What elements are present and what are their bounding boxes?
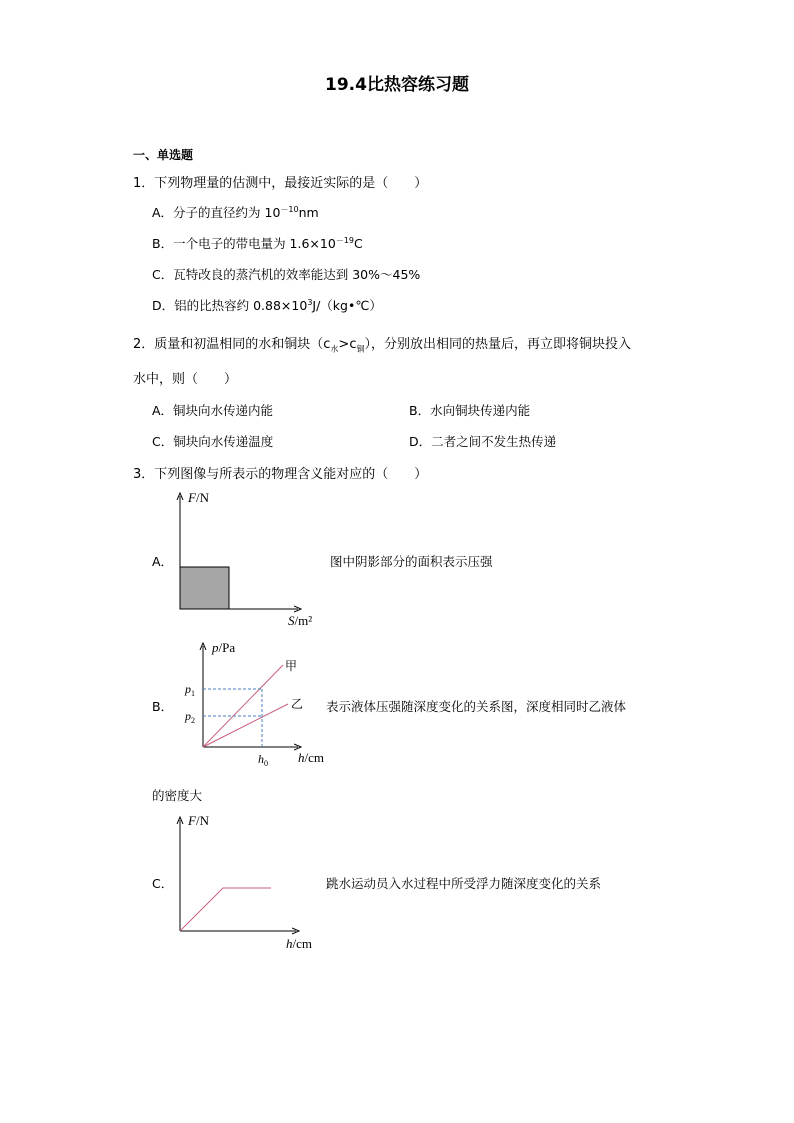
q1-b-exp: －19 (335, 235, 354, 245)
q1-b-unit: C (354, 236, 363, 251)
q2-stem-start: 2．质量和初温相同的水和铜块（c (133, 337, 331, 352)
label-yi: 乙 (291, 697, 304, 711)
q2-sub-water: 水 (330, 344, 339, 354)
shaded-area (180, 567, 229, 609)
q2-sub-copper: 铜 (356, 344, 365, 354)
q1-b-text: B．一个电子的带电量为 1.6×10 (152, 236, 336, 251)
question-2-stem-line2: 水中，则（ ） (133, 372, 238, 387)
x-axis-label: h/cm (286, 936, 312, 951)
q1-d-unit: J/（kg•℃） (312, 298, 382, 313)
q3-option-b-desc-cont: 的密度大 (152, 788, 203, 803)
q2-option-c[interactable]: C．铜块向水传递温度 (152, 434, 274, 449)
q3-option-a-desc: 图中阴影部分的面积表示压强 (330, 554, 493, 569)
q3-graph-b (178, 636, 328, 772)
q3-graph-a (168, 484, 328, 634)
y-axis-label: p/Pa (212, 640, 236, 655)
section-heading: 一、单选题 (133, 148, 194, 162)
x-axis-label: S/m² (288, 613, 313, 628)
q3-option-c-label[interactable]: C． (152, 876, 174, 891)
q2-option-d[interactable]: D．二者之间不发生热传递 (409, 434, 557, 449)
label-jia: 甲 (285, 659, 298, 673)
q1-option-c[interactable]: C．瓦特改良的蒸汽机的效率能达到 30%～45% (152, 267, 421, 282)
question-1-stem: 1．下列物理量的估测中，最接近实际的是（ ） (133, 176, 428, 191)
q1-d-exp: 3 (307, 297, 313, 307)
x-axis-label: h/cm (298, 750, 324, 765)
question-2-stem (133, 333, 631, 355)
label-h0: $h_0$ (258, 752, 268, 768)
q2-option-a[interactable]: A．铜块向水传递内能 (152, 403, 274, 418)
q2-stem-end: ），分别放出相同的热量后，再立即将铜块投入 (364, 337, 631, 352)
q1-a-unit: nm (298, 205, 319, 220)
q1-option-d[interactable] (152, 296, 382, 314)
q1-a-text: A．分子的直径约为 10 (152, 205, 281, 220)
q1-option-b[interactable] (152, 234, 363, 252)
q2-stem-gt: >c (338, 337, 357, 352)
q3-option-a-label[interactable]: A． (152, 554, 174, 569)
y-axis-label: F/N (188, 490, 209, 505)
label-p2: $p_2$ (185, 709, 195, 725)
page-title: 19.4比热容练习题 (325, 75, 469, 95)
line-jia (203, 665, 283, 747)
q3-option-c-desc: 跳水运动员入水过程中所受浮力随深度变化的关系 (326, 876, 602, 891)
label-p1: $p_1$ (185, 682, 195, 698)
buoyancy-line (180, 888, 271, 931)
y-axis-label: F/N (188, 813, 209, 828)
line-yi (203, 704, 288, 747)
q1-d-text: D．铝的比热容约 0.88×10 (152, 298, 308, 313)
q1-a-exp: －10 (280, 204, 299, 214)
question-3-stem: 3．下列图像与所表示的物理含义能对应的（ ） (133, 467, 428, 482)
q3-option-b-label[interactable]: B． (152, 699, 174, 714)
q2-option-b[interactable]: B．水向铜块传递内能 (409, 403, 531, 418)
q3-graph-c (168, 808, 328, 956)
q3-option-b-desc: 表示液体压强随深度变化的关系图，深度相同时乙液体 (326, 699, 627, 714)
q1-option-a[interactable] (152, 203, 319, 221)
